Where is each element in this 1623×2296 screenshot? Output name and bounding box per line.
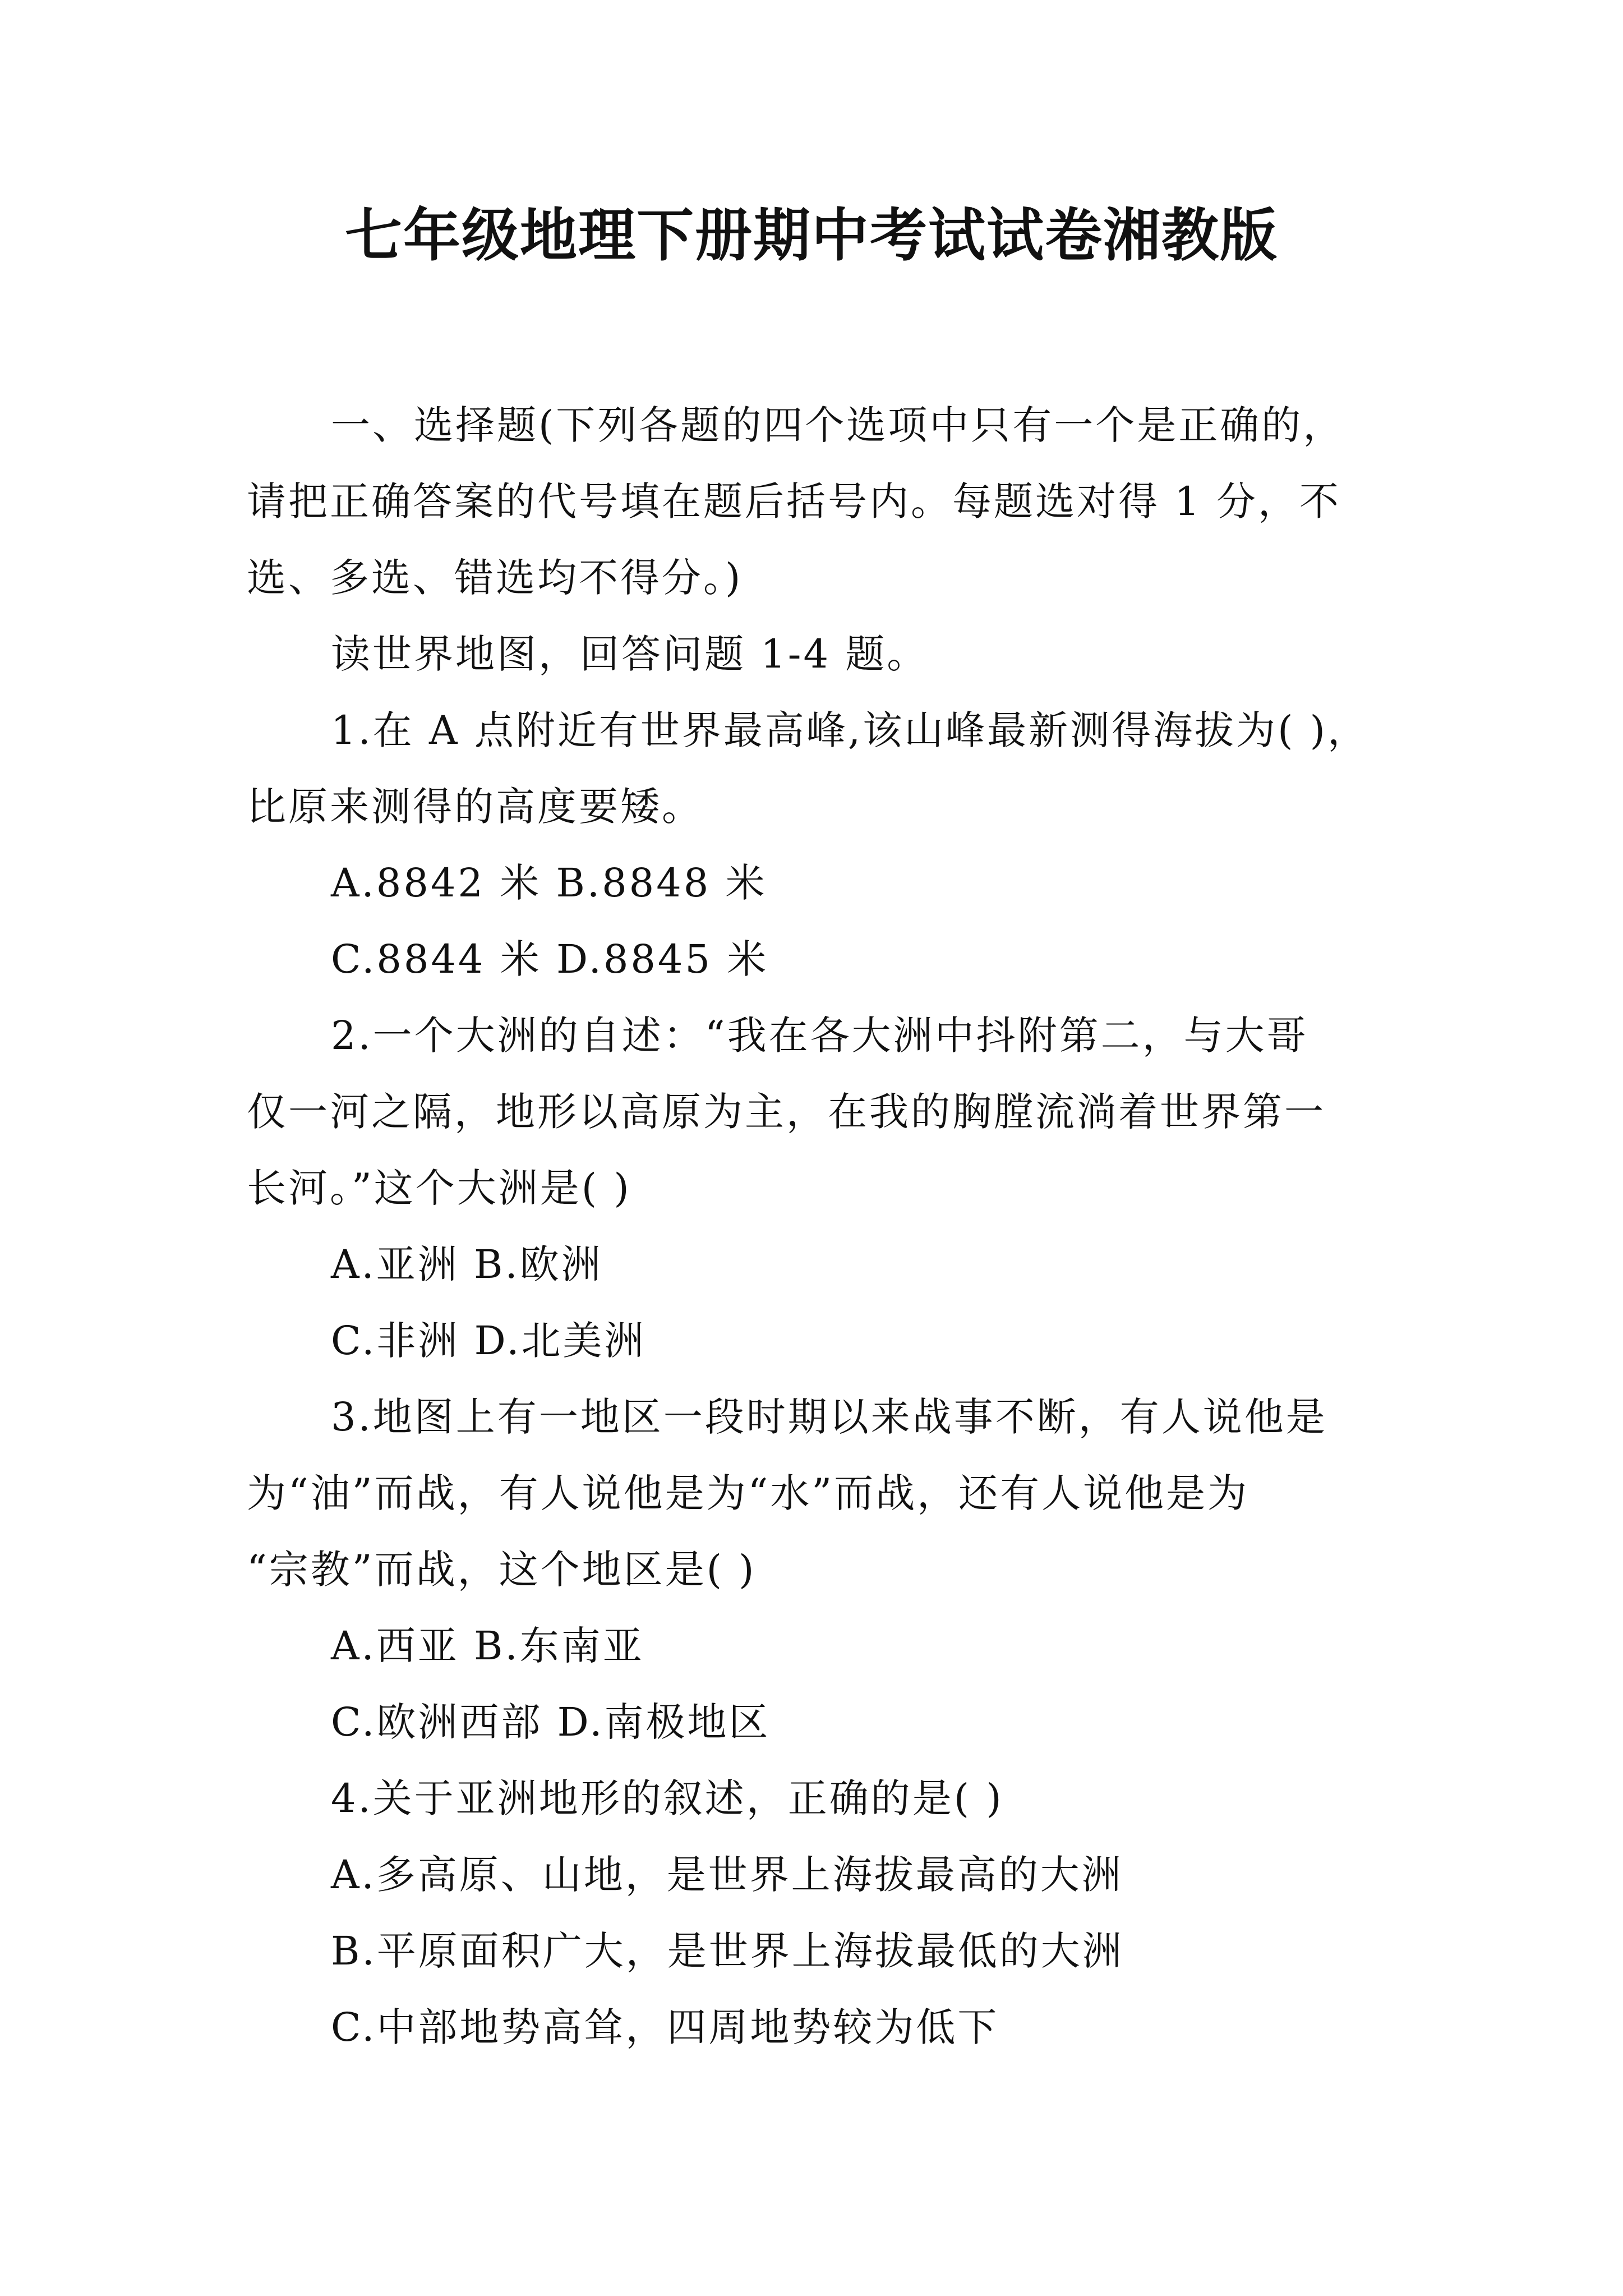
section-heading-line-2: 请把正确答案的代号填在题后括号内。每题选对得 1 分，不 <box>247 478 1341 524</box>
instruction-line: 读世界地图，回答问题 1-4 题。 <box>331 631 929 677</box>
question-4-option-c: C.中部地势高耸，四周地势较为低下 <box>331 2004 999 2050</box>
question-2-line-2: 仅一河之隔，地形以高原为主，在我的胸膛流淌着世界第一 <box>247 1089 1326 1135</box>
question-1-options-ab: A.8842 米 B.8848 米 <box>331 860 767 906</box>
question-2-options-ab: A.亚洲 B.欧洲 <box>331 1241 603 1287</box>
question-2-options-cd: C.非洲 D.北美洲 <box>331 1318 646 1364</box>
question-3-options-ab: A.西亚 B.东南亚 <box>331 1623 644 1669</box>
question-1-line-1: 1.在 A 点附近有世界最高峰,该山峰最新测得海拔为( )， <box>331 707 1369 753</box>
question-3-line-3: “宗教”而战，这个地区是( ) <box>247 1547 757 1593</box>
section-heading-line-3: 选、多选、错选均不得分。) <box>247 555 743 601</box>
document-title: 七年级地理下册期中考试试卷湘教版 <box>345 202 1278 269</box>
question-1-line-2: 比原来测得的高度要矮。 <box>247 784 703 830</box>
question-2-line-1: 2.一个大洲的自述：“我在各大洲中抖附第二，与大哥 <box>331 1013 1308 1059</box>
question-4-option-a: A.多高原、山地，是世界上海拔最高的大洲 <box>331 1852 1123 1898</box>
question-4-option-b: B.平原面积广大，是世界上海拔最低的大洲 <box>331 1928 1124 1974</box>
question-4-line-1: 4.关于亚洲地形的叙述，正确的是( ) <box>331 1775 1004 1821</box>
question-1-options-cd: C.8844 米 D.8845 米 <box>331 936 769 982</box>
question-2-line-3: 长河。”这个大洲是( ) <box>247 1165 631 1211</box>
question-3-options-cd: C.欧洲西部 D.南极地区 <box>331 1699 771 1745</box>
section-heading-line-1: 一、选择题(下列各题的四个选项中只有一个是正确的， <box>331 402 1345 448</box>
question-3-line-1: 3.地图上有一地区一段时期以来战事不断，有人说他是 <box>331 1394 1327 1440</box>
question-3-line-2: 为“油”而战，有人说他是为“水”而战，还有人说他是为 <box>247 1470 1249 1516</box>
